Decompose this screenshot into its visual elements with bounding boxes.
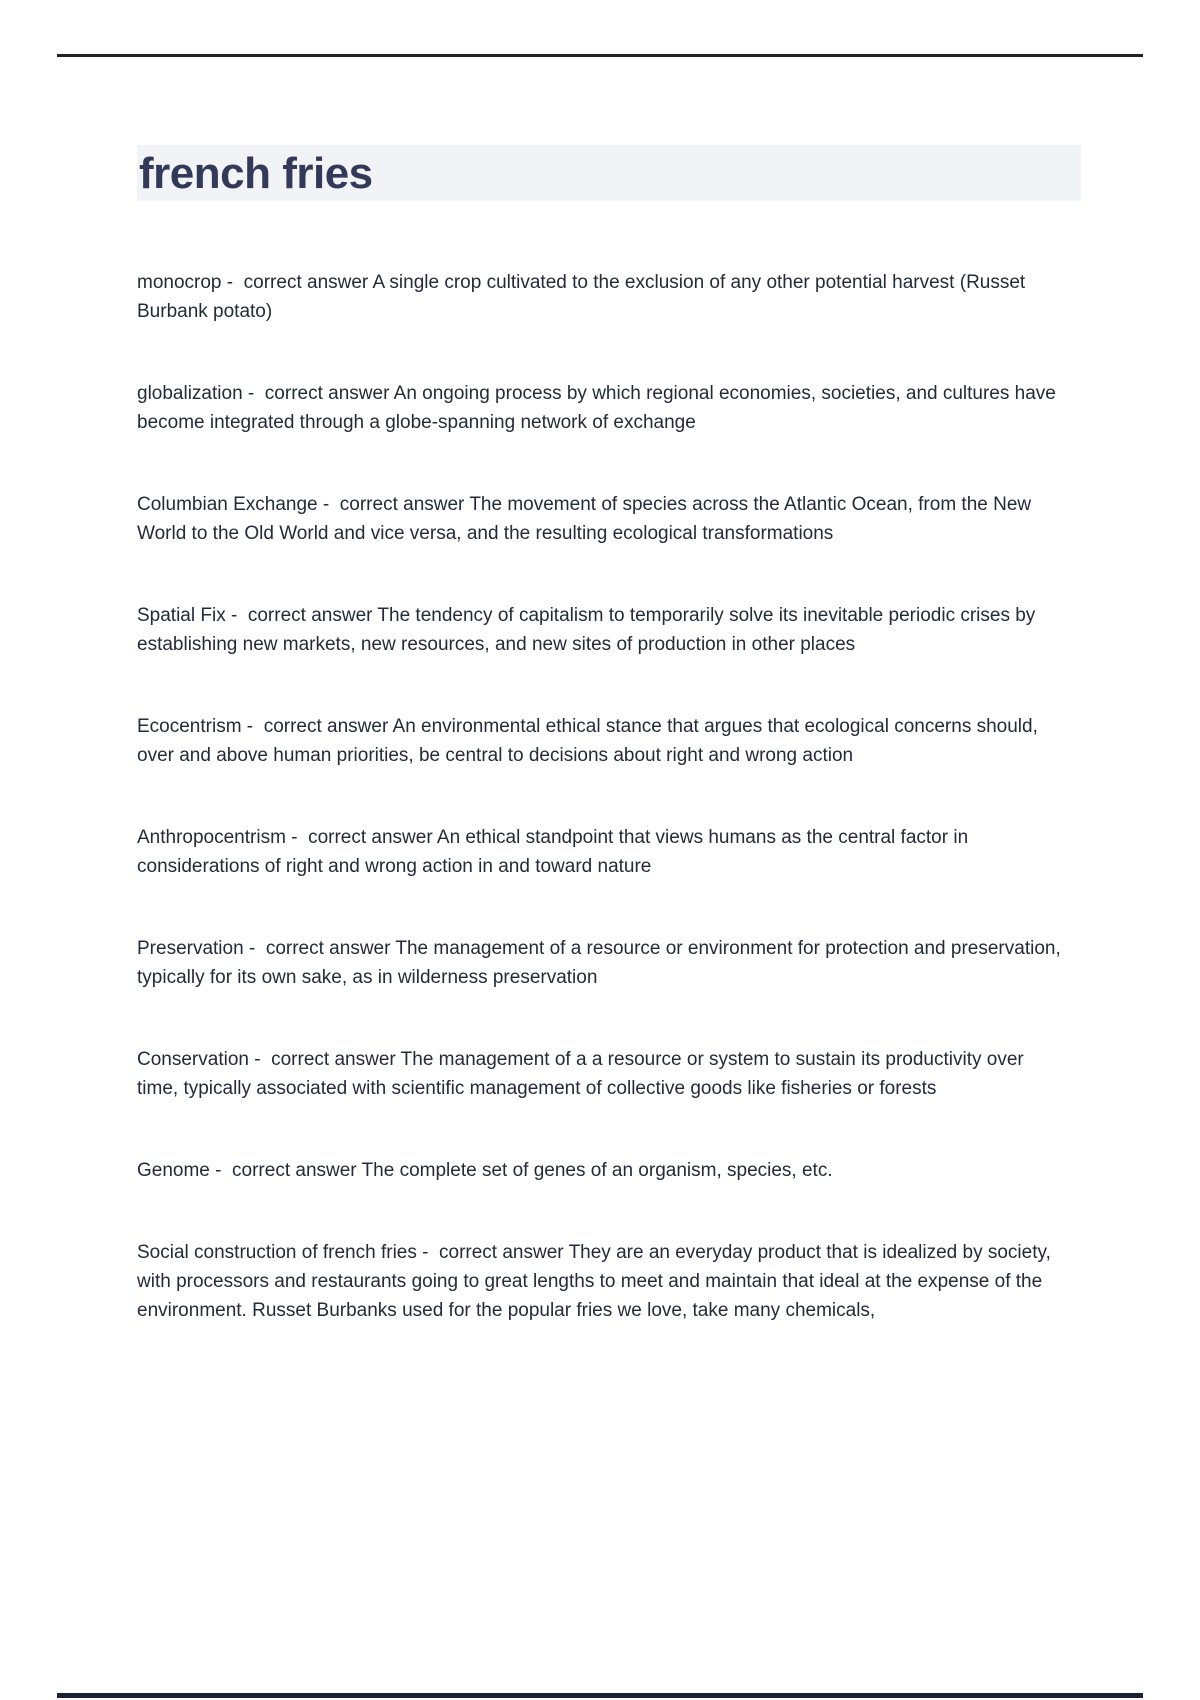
answer-separator: - correct answer (416, 1242, 569, 1263)
term-definition: The complete set of genes of an organism, species, etc. (361, 1160, 833, 1181)
term-entry (137, 379, 1067, 437)
term-name: Spatial Fix (137, 605, 226, 626)
term-name: Columbian Exchange (137, 494, 318, 515)
answer-separator: - correct answer (241, 716, 393, 737)
term-entry (137, 1045, 1067, 1103)
answer-separator: - correct answer (225, 605, 378, 626)
term-entry (137, 268, 1067, 326)
page-title: french fries (139, 149, 373, 198)
term-entry (137, 1238, 1067, 1325)
bottom-rule (57, 1693, 1143, 1698)
term-name: globalization (137, 383, 243, 404)
term-name: Genome (137, 1160, 210, 1181)
term-definition: The management of a a resource or system to sustain its productivity over time, typically associated with scientific management of collective goods like fisheries or forests (137, 1049, 1029, 1099)
term-name: Preservation (137, 938, 244, 959)
term-entry (137, 823, 1067, 881)
top-rule (57, 54, 1143, 57)
term-definition: The management of a resource or environment for protection and preservation, typically for its own sake, as in wilderness preservation (137, 938, 1067, 988)
term-name: Anthropocentrism (137, 827, 286, 848)
term-entry (137, 601, 1067, 659)
term-definition: An environmental ethical stance that argues that ecological concerns should, over and above human priorities, be central to decisions about right and wrong action (137, 716, 1044, 766)
answer-separator: - correct answer (221, 272, 373, 293)
answer-separator: - correct answer (242, 383, 394, 404)
term-definition: The tendency of capitalism to temporarily solve its inevitable periodic crises by establishing new markets, new resources, and new sites of production in other places (137, 605, 1041, 655)
term-entry (137, 490, 1067, 548)
term-entry (137, 934, 1067, 992)
title-bar (137, 145, 1081, 201)
term-definition: A single crop cultivated to the exclusion of any other potential harvest (Russet Burbank potato) (137, 272, 1031, 322)
answer-separator: - correct answer (243, 938, 396, 959)
answer-separator: - correct answer (285, 827, 437, 848)
term-definition: An ethical standpoint that views humans as the central factor in considerations of right and wrong action in and toward nature (137, 827, 974, 877)
term-name: Conservation (137, 1049, 249, 1070)
answer-separator: - correct answer (317, 494, 470, 515)
answer-separator: - correct answer (248, 1049, 401, 1070)
term-name: Social construction of french fries (137, 1242, 417, 1263)
term-entry (137, 712, 1067, 770)
term-entry (137, 1156, 1067, 1185)
term-name: Ecocentrism (137, 716, 242, 737)
terms-list (137, 268, 1067, 1378)
term-name: monocrop (137, 272, 222, 293)
term-definition: They are an everyday product that is idealized by society, with processors and restaurants going to great lengths to meet and maintain that ideal at the expense of the environment. Russet Burbanks used for the popular fries we love, take many chemicals, (137, 1242, 1057, 1321)
term-definition: The movement of species across the Atlantic Ocean, from the New World to the Old World and vice versa, and the resulting ecological transformations (137, 494, 1037, 544)
term-definition: An ongoing process by which regional economies, societies, and cultures have become integrated through a globe-spanning network of exchange (137, 383, 1062, 433)
answer-separator: - correct answer (209, 1160, 362, 1181)
